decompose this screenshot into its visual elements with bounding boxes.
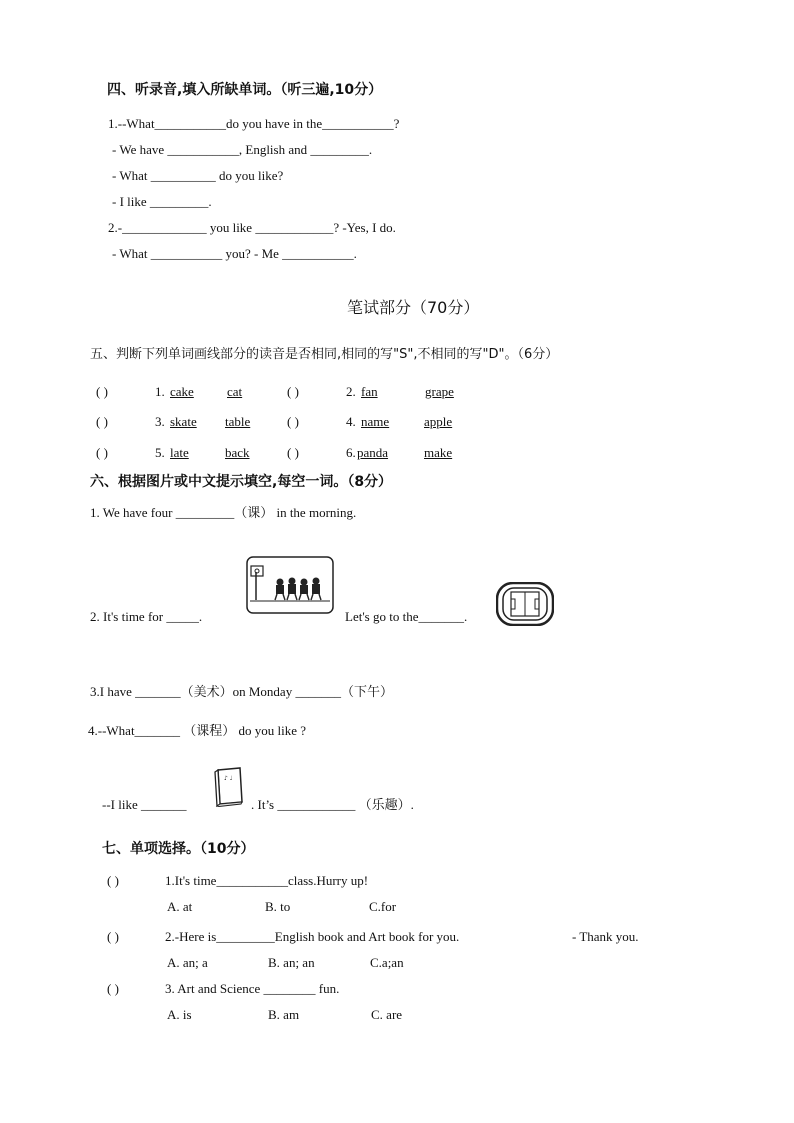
option-a: A. an; a — [167, 955, 208, 970]
svg-text:♪ ♩: ♪ ♩ — [224, 775, 233, 782]
choice-question-3: 3. Art and Science ________ fun. — [165, 981, 340, 996]
section-7-title: 七、单项选择。（10分） — [102, 841, 255, 857]
written-part-title: 笔试部分（70分） — [347, 298, 480, 317]
option-b: B. am — [268, 1007, 300, 1022]
answer-paren[interactable]: ( ) — [96, 384, 108, 399]
playground-field-picture — [496, 582, 554, 626]
answer-paren[interactable]: ( ) — [96, 445, 108, 460]
word: panda — [357, 445, 389, 460]
fill-question-4b-end: . It’s ____________ （乐趣）. — [251, 797, 414, 812]
section-6-title: 六、根据图片或中文提示填空,每空一词。（8分） — [90, 474, 393, 490]
answer-paren[interactable]: ( ) — [107, 929, 119, 944]
listening-line-2: - We have ___________, English and _________. — [112, 142, 373, 157]
choice-question-2-reply: - Thank you. — [572, 929, 639, 944]
fill-question-4: 4.--What_______ （课程） do you like ? — [88, 723, 307, 738]
word: late — [170, 445, 189, 460]
pair-word: table — [225, 414, 251, 429]
listening-line-1: 1.--What___________do you have in the___________? — [108, 116, 400, 131]
item-number: 1. — [155, 384, 165, 399]
listening-line-3: - What __________ do you like? — [112, 168, 284, 183]
choice-question-1: 1.It's time___________class.Hurry up! — [165, 873, 369, 888]
item-number: 2. — [346, 384, 356, 399]
option-a: A. is — [167, 1007, 192, 1022]
option-c: C. are — [371, 1007, 403, 1022]
word: name — [361, 414, 390, 429]
option-c: C.for — [369, 899, 397, 914]
fill-question-2b: Let's go to the_______. — [345, 609, 468, 624]
fill-question-2a: 2. It's time for _____. — [90, 609, 203, 624]
word: fan — [361, 384, 378, 399]
answer-paren[interactable]: ( ) — [287, 384, 299, 399]
pair-word: make — [424, 445, 453, 460]
fill-question-1: 1. We have four _________（课） in the morning. — [90, 505, 357, 520]
basketball-kids-picture — [246, 556, 334, 614]
listening-line-6: - What ___________ you? - Me ___________. — [112, 246, 357, 261]
option-b: B. an; an — [268, 955, 315, 970]
pair-word: grape — [425, 384, 454, 399]
option-b: B. to — [265, 899, 291, 914]
item-number: 6. — [346, 445, 356, 460]
section-5-title: 五、判断下列单词画线部分的读音是否相同,相同的写"S",不相同的写"D"。（6分） — [90, 347, 559, 362]
section-4-title: 四、听录音,填入所缺单词。（听三遍,10分） — [107, 82, 383, 98]
listening-line-4: - I like _________. — [112, 194, 212, 209]
word: cake — [170, 384, 194, 399]
answer-paren[interactable]: ( ) — [96, 414, 108, 429]
pair-word: cat — [227, 384, 243, 399]
option-c: C.a;an — [370, 955, 404, 970]
option-a: A. at — [167, 899, 193, 914]
choice-question-2: 2.-Here is_________English book and Art book for you. — [165, 929, 460, 944]
answer-paren[interactable]: ( ) — [287, 414, 299, 429]
fill-question-4b-start: --I like _______ — [102, 797, 187, 812]
item-number: 5. — [155, 445, 165, 460]
item-number: 3. — [155, 414, 165, 429]
pair-word: back — [225, 445, 250, 460]
item-number: 4. — [346, 414, 356, 429]
word: skate — [170, 414, 197, 429]
music-book-picture — [212, 766, 248, 808]
answer-paren[interactable]: ( ) — [107, 981, 119, 996]
listening-line-5: 2.-_____________ you like ____________? -Yes, I do. — [108, 220, 396, 235]
answer-paren[interactable]: ( ) — [107, 873, 119, 888]
fill-question-3: 3.I have _______（美术）on Monday _______（下午） — [90, 684, 393, 699]
pair-word: apple — [424, 414, 453, 429]
answer-paren[interactable]: ( ) — [287, 445, 299, 460]
